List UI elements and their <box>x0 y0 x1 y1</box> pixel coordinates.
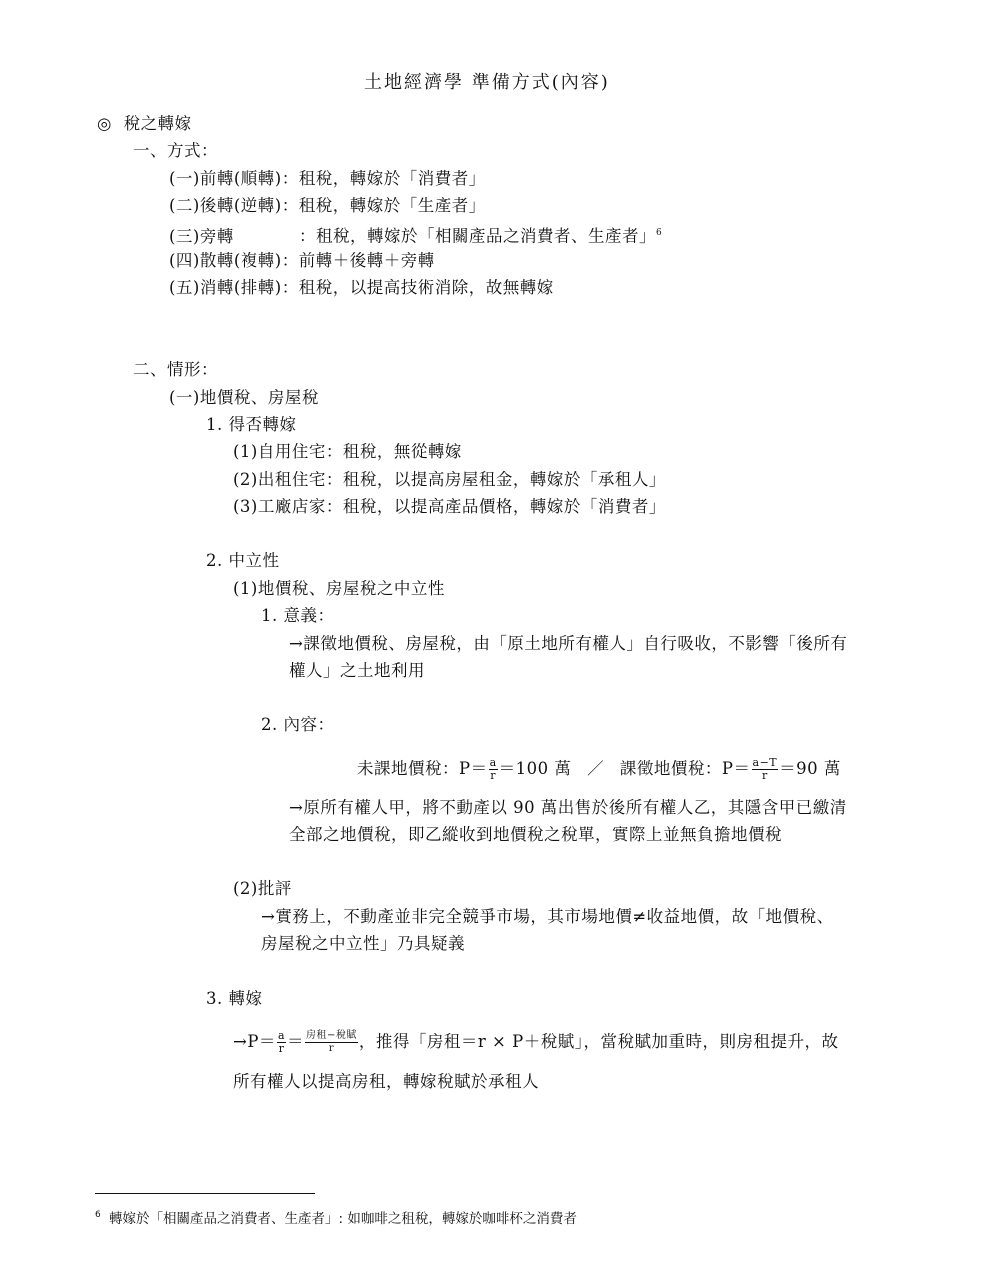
fraction-numerator: a−T <box>752 756 778 769</box>
part1-item-1: (一)前轉(順轉)：租稅，轉嫁於「消費者」 <box>169 169 486 188</box>
content-heading: 2. 內容： <box>261 715 335 734</box>
part1-item-4: (四)散轉(複轉)：前轉＋後轉＋旁轉 <box>169 251 435 270</box>
part1-item-3-label: (三)旁轉 <box>169 226 234 246</box>
section-label: 稅之轉嫁 <box>123 114 192 133</box>
part1-item-2: (二)後轉(逆轉)：租稅，轉嫁於「生產者」 <box>169 196 486 215</box>
part1-item-5: (五)消轉(排轉)：租稅，以提高技術消除，故無轉嫁 <box>169 278 554 297</box>
part1-heading: 一、方式： <box>133 141 218 160</box>
p3-heading: 3. 轉嫁 <box>206 989 263 1008</box>
p2-subheading: (1)地價稅、房屋稅之中立性 <box>233 579 445 598</box>
rent-fraction-2 <box>305 1030 358 1055</box>
p1-item-1: (1)自用住宅：租稅，無從轉嫁 <box>233 442 462 461</box>
fraction-denominator: r <box>490 769 497 782</box>
fraction-denominator: r <box>278 1042 285 1055</box>
formula-right-label: 課徵地價稅：P＝ <box>619 759 751 778</box>
footnote-reference: 6 <box>656 228 663 238</box>
rent-formula-prefix: →P＝ <box>233 1032 276 1051</box>
rent-formula-rest: ，推得「房租＝r × P＋稅賦」，當稅賦加重時，則房租提升，故 <box>358 1032 839 1051</box>
formula-left-fraction <box>489 757 498 782</box>
rent-formula-line <box>233 1030 838 1055</box>
land-tax-formula <box>357 757 841 782</box>
formula-left-label: 未課地價稅：P＝ <box>357 759 488 778</box>
formula-separator: ／ <box>587 759 605 778</box>
formula-right-fraction <box>752 757 779 782</box>
content-line-2: 全部之地價稅，即乙縱收到地價稅之稅單，實際上並無負擔地價稅 <box>289 825 782 844</box>
footnote-text: 轉嫁於「相關產品之消費者、生產者」: 如咖啡之租稅，轉嫁於咖啡杯之消費者 <box>109 1210 577 1227</box>
critique-line-2: 房屋稅之中立性」乃具疑義 <box>261 934 465 953</box>
part1-item-3-text: ：租稅，轉嫁於「相關產品之消費者、生產者」 <box>299 226 656 246</box>
critique-line-1: →實務上，不動產並非完全競爭市場，其市場地價≠收益地價，故「地價稅、 <box>261 907 834 926</box>
meaning-line-1: →課徵地價稅、房屋稅，由「原土地所有權人」自行吸收，不影響「後所有 <box>289 634 848 653</box>
double-circle-icon: ◎ <box>97 114 112 133</box>
page-title: 土地經濟學 準備方式(內容) <box>364 72 610 93</box>
footnote-divider <box>95 1193 315 1194</box>
rent-formula-equals: ＝ <box>287 1032 304 1051</box>
fraction-numerator: a <box>277 1029 285 1042</box>
meaning-heading: 1. 意義： <box>261 606 335 625</box>
footnote-mark: 6 <box>95 1210 101 1220</box>
section-heading <box>97 113 192 135</box>
p1-heading: 1. 得否轉嫁 <box>206 415 297 434</box>
rent-fraction-1 <box>277 1030 286 1055</box>
p2-heading: 2. 中立性 <box>206 551 280 570</box>
fraction-denominator: r <box>328 1043 335 1054</box>
part2-subheading: (一)地價稅、房屋稅 <box>169 388 319 407</box>
part2-heading: 二、情形： <box>133 360 218 379</box>
formula-right-result: ＝90 萬 <box>779 759 841 778</box>
fraction-denominator: r <box>761 769 768 782</box>
p1-item-3: (3)工廠店家：租稅，以提高產品價格，轉嫁於「消費者」 <box>233 497 666 516</box>
footnote <box>95 1206 577 1228</box>
formula-left-result: ＝100 萬 <box>498 759 572 778</box>
fraction-numerator: a <box>489 756 497 769</box>
critique-heading: (2)批評 <box>233 879 292 898</box>
p1-item-2: (2)出租住宅：租稅，以提高房屋租金，轉嫁於「承租人」 <box>233 470 666 489</box>
meaning-line-2: 權人」之土地利用 <box>289 661 425 680</box>
rent-line-2: 所有權人以提高房租，轉嫁稅賦於承租人 <box>233 1072 539 1091</box>
fraction-numerator: 房租−稅賦 <box>306 1030 357 1041</box>
content-line-1: →原所有權人甲，將不動產以 90 萬出售於後所有權人乙，其隱含甲已繳清 <box>289 798 847 817</box>
part1-item-3 <box>169 222 662 248</box>
